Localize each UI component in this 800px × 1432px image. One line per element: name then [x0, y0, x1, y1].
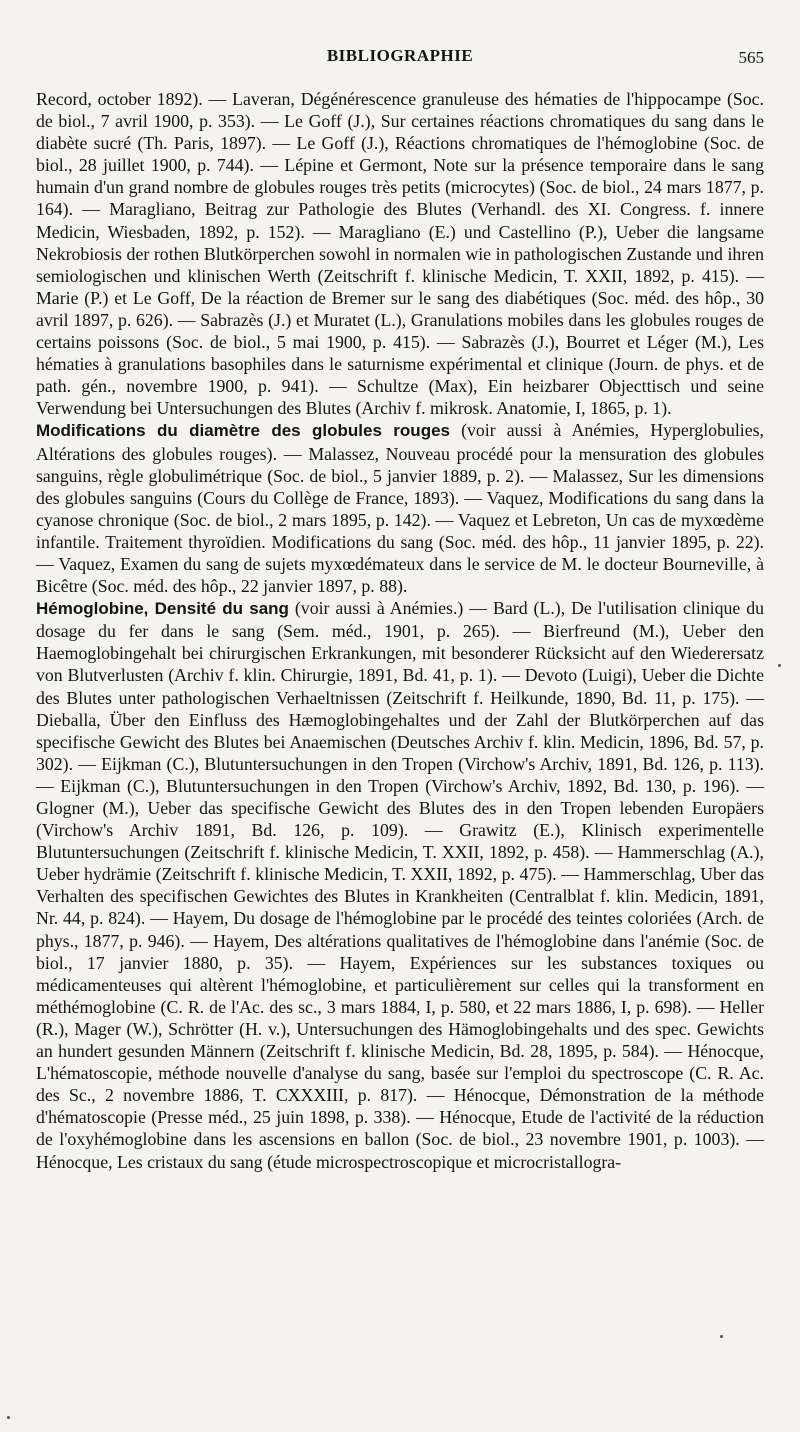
page-body	[36, 88, 764, 1173]
running-title: BIBLIOGRAPHIE	[326, 46, 474, 65]
ink-speck	[7, 1416, 10, 1419]
bibliography-paragraph	[36, 597, 764, 1172]
paragraph-text: (voir aussi à Anémies, Hyperglobulies, Altérations des globules rouges). — Malassez, Nouveau procédé pour la mensuration des globules sanguins, règle globulimétrique (Soc. de biol., 5 janvier 1889, p. 2). — Malassez, Sur les dimensions des globules sanguins (Cours du Collège de France, 1893). — Vaquez, Modifications du sang dans la cyanose chronique (Soc. de biol., 2 mars 1895, p. 142). — Vaquez et Lebreton, Un cas de myxœdème infantile. Traitement thyroïdien. Modifications du sang (Soc. méd. des hôp., 11 janvier 1895, p. 22). — Vaquez, Examen du sang de sujets myxœdémateux dans le service de M. le docteur Bourneville, à Bicêtre (Soc. méd. des hôp., 22 janvier 1897, p. 88).	[36, 420, 764, 597]
ink-speck	[720, 1335, 723, 1338]
page-number: 565	[738, 48, 764, 67]
ink-speck	[778, 664, 781, 667]
paragraph-text: Record, october 1892). — Laveran, Dégénérescence granuleuse des hématies de l'hippocampe (Soc. de biol., 7 avril 1900, p. 353). — Le Goff (J.), Sur certaines réactions chromatiques du sang dans le diabète sucré (Th. Paris, 1897). — Le Goff (J.), Réactions chromatiques de l'hémoglobine (Soc. de biol., 28 juillet 1900, p. 744). — Lépine et Germont, Note sur la présence temporaire dans le sang humain d'un grand nombre de globules rouges très petits (microcytes) (Soc. de biol., 24 mars 1877, p. 164). — Maragliano, Beitrag zur Pathologie des Blutes (Verhandl. des XI. Congress. f. innere Medicin, Wiesbaden, 1892, p. 152). — Maragliano (E.) und Castellino (P.), Ueber die langsame Nekrobiosis der rothen Blutkörperchen sowohl in normalen wie in pathologischen Zustande und ihren semiologischen und klinischen Werth (Zeitschrift f. klinische Medicin, T. XXII, 1892, p. 415). — Marie (P.) et Le Goff, De la réaction de Bremer sur le sang des diabétiques (Soc. méd. des hôp., 30 avril 1897, p. 626). — Sabrazès (J.) et Muratet (L.), Granulations mobiles dans les globules rouges de certains poissons (Soc. de biol., 5 mai 1900, p. 415). — Sabrazès (J.), Bourret et Léger (M.), Les hématies à granulations basophiles dans le saturnisme expérimental et clinique (Journ. de phys. et de path. gén., novembre 1900, p. 941). — Schultze (Max), Ein heizbarer Objecttisch und seine Verwendung bei Untersuchungen des Blutes (Archiv f. mikrosk. Anatomie, I, 1865, p. 1).	[36, 89, 764, 419]
bibliography-paragraph	[36, 419, 764, 597]
paragraph-text: (voir aussi à Anémies.) — Bard (L.), De l'utilisation clinique du dosage du fer dans le sang (Sem. méd., 1901, p. 265). — Bierfreund (M.), Ueber den Haemoglobingehalt bei chirurgischen Erkrankungen, mit besonderer Rücksicht auf den Wiederersatz von Blutverlusten (Archiv f. klin. Chirurgie, 1891, Bd. 41, p. 1). — Devoto (Luigi), Ueber die Dichte des Blutes unter pathologischen Verhaeltnissen (Zeitschrift f. Heilkunde, 1890, Bd. 11, p. 175). — Dieballa, Über den Einfluss des Hæmoglobingehaltes und der Zahl der Blutkörperchen auf das specifische Gewicht des Blutes bei Anaemischen (Deutsches Archiv f. klin. Medicin, 1896, Bd. 57, p. 302). — Eijkman (C.), Blutuntersuchungen in den Tropen (Virchow's Archiv, 1891, Bd. 126, p. 113). — Eijkman (C.), Blutuntersuchungen in den Tropen (Virchow's Archiv, 1892, Bd. 130, p. 196). — Glogner (M.), Ueber das specifische Gewicht des Blutes des in den Tropen lebenden Europäers (Virchow's Archiv 1891, Bd. 126, p. 109). — Grawitz (E.), Klinisch experimentelle Blutuntersuchungen (Zeitschrift f. klinische Medicin, T. XXII, 1892, p. 458). — Hammerschlag (A.), Ueber hydrämie (Zeitschrift f. klinische Medicin, T. XXII, 1892, p. 475). — Hammerschlag, Uber das Verhalten des specifischen Gewichtes des Blutes in Krankheiten (Centralblat f. klin. Medicin, 1891, Nr. 44, p. 824). — Hayem, Du dosage de l'hémoglobine par le procédé des teintes coloriées (Arch. de phys., 1877, p. 946). — Hayem, Des altérations qualitatives de l'hémoglobine dans l'anémie (Soc. de biol., 17 janvier 1880, p. 35). — Hayem, Expériences sur les substances toxiques ou médicamenteuses qui altèrent l'hémoglobine, et particulièrement sur celles qui la transforment en méthémoglobine (C. R. de l'Ac. des sc., 3 mars 1884, I, p. 580, et 22 mars 1886, I, p. 698). — Heller (R.), Mager (W.), Schrötter (H. v.), Untersuchungen des Hämoglobingehalts und des spec. Gewichts an hundert gesunden Männern (Zeitschrift f. klinische Medicin, Bd. 28, 1895, p. 584). — Hénocque, L'hématoscopie, méthode nouvelle d'analyse du sang, basée sur l'emploi du spectroscope (C. R. Ac. des Sc., 2 novembre 1886, T. CXXXIII, p. 817). — Hénocque, Démonstration de la méthode d'hématoscopie (Presse méd., 25 juin 1898, p. 338). — Hénocque, Etude de l'activité de la réduction de l'oxyhémoglobine dans les ascensions en ballon (Soc. de biol., 23 novembre 1901, p. 1003). — Hénocque, Les cristaux du sang (étude microspectroscopique et microcristallogra-	[36, 598, 764, 1172]
section-heading: Hémoglobine, Densité du sang	[36, 599, 289, 619]
section-heading: Modifications du diamètre des globules rouges	[36, 421, 450, 441]
bibliography-paragraph	[36, 88, 764, 419]
page-header	[36, 46, 764, 72]
